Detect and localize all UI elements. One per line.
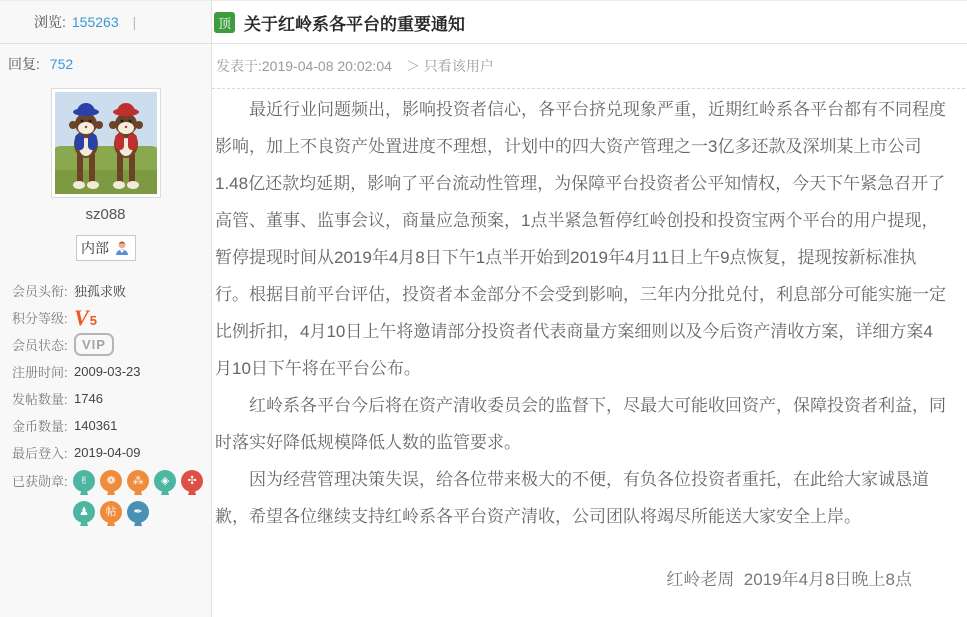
post-paragraphs xyxy=(215,91,947,535)
user-group-badge[interactable] xyxy=(76,235,136,261)
field-last-login xyxy=(12,439,211,466)
field-register-date xyxy=(12,358,211,385)
post-paragraph: 红岭系各平台今后将在资产清收委员会的监督下，尽最大可能收回资产，保障投资者利益，同时落实好降低规模降低人数的监管要求。 xyxy=(215,396,946,452)
field-label: 会员头衔: xyxy=(12,284,68,299)
post-medal[interactable]: 帖 xyxy=(100,501,122,523)
user-fields xyxy=(0,277,211,466)
post-meta-row xyxy=(212,44,965,89)
views-count: 155263 xyxy=(71,14,119,30)
username[interactable]: sz088 xyxy=(85,206,126,223)
post-signature: 红岭老周 2019年4月8日晚上8点 xyxy=(666,570,912,589)
post-title-row xyxy=(212,1,967,44)
field-score-level xyxy=(12,304,211,331)
field-label: 最后登入: xyxy=(12,446,68,461)
pinned-icon: 顶 xyxy=(214,12,235,33)
field-member-status xyxy=(12,331,211,358)
post-paragraph: 最近行业问题频出，影响投资者信心，各平台挤兑现象严重，近期红岭系各平台都有不同程度影响，加上不良资产处置进度不理想，计划中的四大资产管理之一3亿多还款及深圳某上市公司1.48亿还款均延期，影响了平台流动性管理，为保障平台投资者公平知情权，今天下午紧急召开了高管、董事、监事会议，商量应急预案，1点半紧急暂停红岭创投和投资宝两个平台的用户提现，暂停提现时间从2019年4月8日下午1点半开始到2019年4月11日上午9点恢复，提现按新标准执行。根据目前平台评估，投资者本金部分不会受到影响，三年内分批兑付，利息部分可能实施一定比例折扣，4月10日上午将邀请部分投资者代表商量方案细则以及今后资产清收方案，详细方案4月10日下午将在平台公布。 xyxy=(215,100,946,378)
user-sidebar xyxy=(0,1,212,617)
member-medal[interactable]: ♟ xyxy=(73,501,95,523)
field-label: 注册时间: xyxy=(12,365,68,380)
handshake-medal[interactable]: ✣ xyxy=(181,470,203,492)
post-paragraph: 因为经营管理决策失误，给各位带来极大的不便，有负各位投资者重托，在此给大家诚恳道歉，希望各位继续支持红岭系各平台资产清收，公司团队将竭尽所能送大家安全上岸。 xyxy=(215,470,929,526)
field-value: 2019-04-09 xyxy=(74,445,141,460)
medals-label: 已获勋章: xyxy=(12,474,68,489)
pen-medal[interactable]: ✒ xyxy=(127,501,149,523)
field-value: 2009-03-23 xyxy=(74,364,141,379)
replies-row xyxy=(0,44,211,74)
posted-time: 2019-04-08 20:02:04 xyxy=(261,58,392,74)
gem-medal[interactable]: ◈ xyxy=(154,470,176,492)
level-number: 5 xyxy=(89,312,97,328)
post-title: 关于红岭系各平台的重要通知 xyxy=(244,14,465,34)
post-main xyxy=(212,1,967,617)
medals-section xyxy=(0,470,211,523)
level-v5-icon xyxy=(74,304,97,330)
level-v: V xyxy=(74,304,89,330)
dove-hand-medal[interactable]: ✌ xyxy=(73,470,95,492)
avatar-monkeys-image xyxy=(55,92,157,194)
field-value: 独孤求败 xyxy=(74,284,127,299)
views-header xyxy=(0,1,211,44)
field-post-count xyxy=(12,385,211,412)
views-label: 浏览: xyxy=(34,14,66,30)
posted-label: 发表于: xyxy=(216,58,262,74)
team-medal[interactable]: ⁂ xyxy=(127,470,149,492)
coin-medal[interactable]: ❁ xyxy=(100,470,122,492)
user-group-label: 内部 xyxy=(81,240,109,256)
person-icon xyxy=(114,240,130,256)
views-divider: | xyxy=(132,14,137,30)
only-author-link[interactable]: ＞ 只看该用户 xyxy=(405,58,494,74)
medal-list xyxy=(73,470,211,523)
vip-badge: VIP xyxy=(74,333,114,356)
field-value: 1746 xyxy=(74,391,103,406)
field-label: 会员状态: xyxy=(12,338,68,353)
post-body xyxy=(212,89,967,598)
field-gold-count xyxy=(12,412,211,439)
field-label: 积分等级: xyxy=(12,311,68,326)
replies-count: 752 xyxy=(49,56,74,72)
field-member-title xyxy=(12,277,211,304)
avatar[interactable] xyxy=(51,88,161,198)
field-label: 金币数量: xyxy=(12,419,68,434)
field-label: 发帖数量: xyxy=(12,392,68,407)
field-value: 140361 xyxy=(74,418,118,433)
replies-label: 回复: xyxy=(8,56,40,72)
